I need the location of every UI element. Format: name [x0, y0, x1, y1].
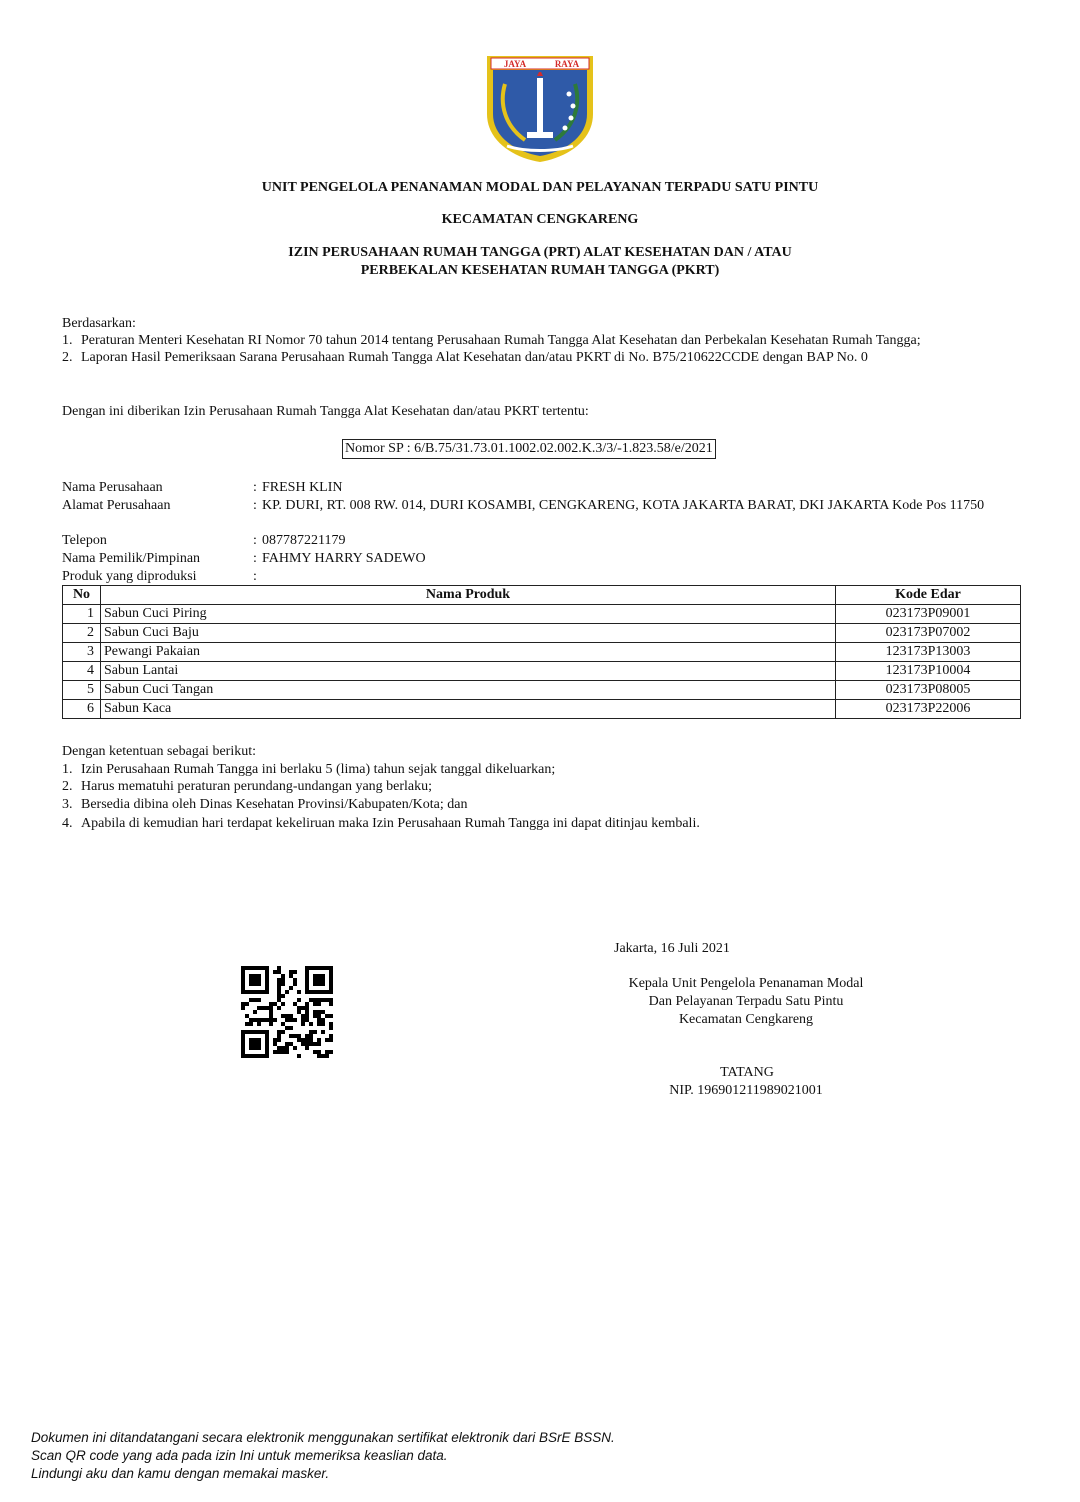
phone-value: 087787221179	[262, 533, 346, 548]
row-number: 4	[63, 662, 101, 681]
product-code: 123173P13003	[836, 643, 1021, 662]
company-address-label: Alamat Perusahaan	[62, 498, 171, 513]
product-name: Pewangi Pakaian	[101, 643, 836, 662]
emblem-motto-right: RAYA	[554, 59, 580, 69]
signer-role-line2: Dan Pelayanan Terpadu Satu Pintu	[648, 994, 844, 1009]
footer-qr-note: Scan QR code yang ada pada izin Ini untuk memeriksa keaslian data.	[31, 1448, 448, 1463]
product-name: Sabun Lantai	[101, 662, 836, 681]
emblem-motto-left: JAYA	[503, 59, 527, 69]
table-row	[63, 662, 1021, 681]
condition-text: Apabila di kemudian hari terdapat kekeliruan maka Izin Perusahaan Rumah Tangga ini dapat ditinjau kembali.	[81, 816, 700, 831]
condition-number: 4.	[62, 816, 73, 831]
basis-item-text: Laporan Hasil Pemeriksaan Sarana Perusahaan Rumah Tangga Alat Kesehatan dan/atau PKRT di No. B75/210622CCDE dengan BAP No. 0	[81, 350, 868, 365]
basis-item	[62, 349, 868, 366]
row-number: 6	[63, 700, 101, 719]
table-row	[63, 643, 1021, 662]
condition-text: Harus mematuhi peraturan perundang-undangan yang berlaku;	[81, 779, 433, 794]
column-header-no: No	[63, 586, 101, 605]
condition-number: 1.	[62, 762, 73, 777]
grant-statement: Dengan ini diberikan Izin Perusahaan Rumah Tangga Alat Kesehatan dan/atau PKRT tertentu:	[62, 404, 589, 419]
condition-text: Izin Perusahaan Rumah Tangga ini berlaku 5 (lima) tahun sejak tanggal dikeluarkan;	[81, 762, 556, 777]
sp-number: Nomor SP : 6/B.75/31.73.01.1002.02.002.K.3/3/-1.823.58/e/2021	[342, 439, 716, 459]
colon: :	[253, 551, 257, 566]
company-address-value: KP. DURI, RT. 008 RW. 014, DURI KOSAMBI, CENGKARENG, KOTA JAKARTA BARAT, DKI JAKARTA Kode Pos 11750	[262, 498, 985, 513]
column-header-product-name: Nama Produk	[101, 586, 836, 605]
signer-nip: NIP. 196901211989021001	[669, 1083, 823, 1098]
place-date: Jakarta, 16 Juli 2021	[614, 941, 730, 956]
product-code: 023173P08005	[836, 681, 1021, 700]
colon: :	[253, 498, 257, 513]
header-district: KECAMATAN CENGKARENG	[441, 212, 639, 227]
condition-text: Bersedia dibina oleh Dinas Kesehatan Provinsi/Kabupaten/Kota; dan	[81, 797, 468, 812]
condition-item	[62, 778, 432, 795]
owner-value: FAHMY HARRY SADEWO	[262, 551, 426, 566]
company-name-value: FRESH KLIN	[262, 480, 343, 495]
basis-item-number: 2.	[62, 350, 73, 365]
colon: :	[253, 569, 257, 584]
signer-name: TATANG	[720, 1065, 774, 1080]
phone-label: Telepon	[62, 533, 107, 548]
row-number: 1	[63, 605, 101, 624]
company-name-label: Nama Perusahaan	[62, 480, 163, 495]
product-code: 023173P22006	[836, 700, 1021, 719]
condition-number: 3.	[62, 797, 73, 812]
footer-mask-note: Lindungi aku dan kamu dengan memakai masker.	[31, 1466, 330, 1481]
row-number: 5	[63, 681, 101, 700]
product-name: Sabun Kaca	[101, 700, 836, 719]
condition-item	[62, 761, 555, 778]
document-title-line1: IZIN PERUSAHAAN RUMAH TANGGA (PRT) ALAT KESEHATAN DAN / ATAU	[288, 245, 792, 260]
table-row	[63, 681, 1021, 700]
table-row	[63, 605, 1021, 624]
footer-esign-note: Dokumen ini ditandatangani secara elektronik menggunakan sertifikat elektronik dari BSrE BSSN.	[31, 1430, 615, 1445]
table-row	[63, 624, 1021, 643]
product-code: 123173P10004	[836, 662, 1021, 681]
document-title-line2: PERBEKALAN KESEHATAN RUMAH TANGGA (PKRT)	[360, 263, 720, 278]
products-table	[62, 585, 1021, 719]
basis-item-text: Peraturan Menteri Kesehatan RI Nomor 70 tahun 2014 tentang Perusahaan Rumah Tangga Alat Kesehatan dan Perbekalan Kesehatan Rumah Tangga;	[81, 333, 921, 348]
colon: :	[253, 480, 257, 495]
product-code: 023173P09001	[836, 605, 1021, 624]
colon: :	[253, 533, 257, 548]
header-agency: UNIT PENGELOLA PENANAMAN MODAL DAN PELAYANAN TERPADU SATU PINTU	[261, 180, 819, 195]
signer-role-line1: Kepala Unit Pengelola Penanaman Modal	[628, 976, 864, 991]
condition-item	[62, 815, 700, 832]
signer-role-line3: Kecamatan Cengkareng	[678, 1012, 814, 1027]
table-row	[63, 700, 1021, 719]
product-name: Sabun Cuci Baju	[101, 624, 836, 643]
conditions-intro: Dengan ketentuan sebagai berikut:	[62, 744, 256, 759]
jakarta-emblem	[485, 54, 595, 164]
product-name: Sabun Cuci Tangan	[101, 681, 836, 700]
basis-item	[62, 332, 921, 349]
condition-item	[62, 796, 467, 813]
column-header-code: Kode Edar	[836, 586, 1021, 605]
product-name: Sabun Cuci Piring	[101, 605, 836, 624]
table-header-row	[63, 586, 1021, 605]
product-code: 023173P07002	[836, 624, 1021, 643]
row-number: 2	[63, 624, 101, 643]
row-number: 3	[63, 643, 101, 662]
basis-item-number: 1.	[62, 333, 73, 348]
qr-code-icon[interactable]	[241, 966, 333, 1058]
basis-intro: Berdasarkan:	[62, 316, 136, 331]
owner-label: Nama Pemilik/Pimpinan	[62, 551, 201, 566]
condition-number: 2.	[62, 779, 73, 794]
products-label: Produk yang diproduksi	[62, 569, 197, 584]
